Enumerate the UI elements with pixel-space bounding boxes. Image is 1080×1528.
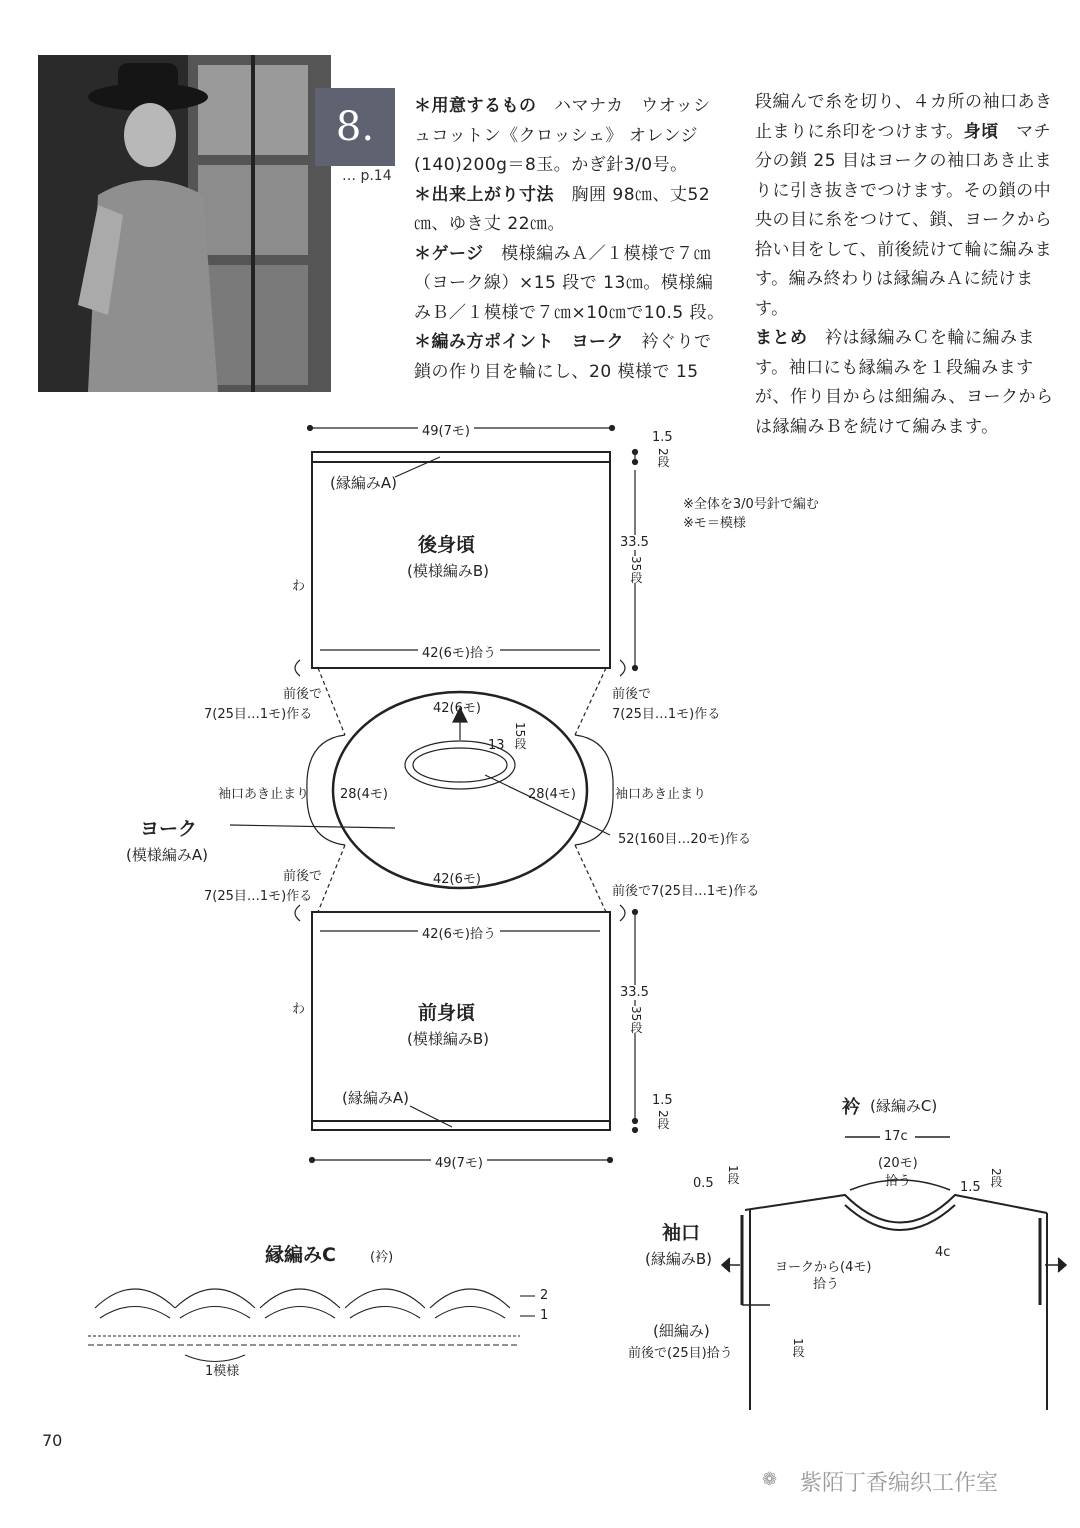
- collar-width: 17c: [884, 1129, 908, 1144]
- collar-width-motifs: (20モ): [878, 1156, 918, 1171]
- note-needle: ※全体を3/0号針で編む: [683, 497, 819, 512]
- armhole-left-label: 袖口あき止まり: [218, 787, 310, 802]
- back-fold-mark: わ: [292, 579, 306, 594]
- collar-pickup: 拾う: [885, 1174, 912, 1189]
- back-edge-rows-count: 2段: [656, 448, 670, 468]
- gusset-right-top-2: 7(25目…1モ)作る: [612, 707, 721, 722]
- wechat-icon: ❁: [762, 1469, 778, 1490]
- collar-title: 衿: [842, 1097, 860, 1118]
- collar-edge-left: 0.5: [693, 1176, 714, 1191]
- stitch-row-2-label: 2: [540, 1288, 549, 1303]
- stitch-row-1-label: 1: [540, 1308, 549, 1323]
- front-edge-rows-label: 1.5: [652, 1093, 673, 1108]
- back-pickup-label: 42(6モ)拾う: [418, 642, 500, 661]
- yoke-bottom-label: 42(6モ): [433, 872, 481, 887]
- watermark: 紫陌丁香编织工作室: [800, 1471, 999, 1496]
- back-width-label: 49(7モ): [418, 420, 474, 439]
- gusset-left-bottom-2: 7(25目…1モ)作る: [204, 889, 313, 904]
- col2-text-1: 段編んで糸を切り、４カ所の袖口あき止まりに糸印をつけます。: [755, 92, 1053, 142]
- stitch-chart-subtitle: (衿): [370, 1250, 394, 1265]
- gauge-text: 模様編みＡ／１模様で７㎝（ヨーク線）×15 段で 13㎝。模様編みＢ／１模様で７㎝×10㎝で10.5 段。: [414, 243, 725, 323]
- points-text: 衿ぐりで鎖の作り目を輪にし、20 模様で 15: [414, 332, 712, 382]
- sleeve-sc-rows: 1段: [791, 1338, 805, 1358]
- collar-edge-right: 1.5: [960, 1180, 981, 1195]
- gusset-right-top-1: 前後で: [612, 687, 652, 702]
- collar-edge-right-rows: 2段: [989, 1168, 1003, 1188]
- page-reference: … p.14: [342, 168, 392, 184]
- armhole-right-label: 袖口あき止まり: [615, 787, 707, 802]
- neck-chain-label: 52(160目…20モ)作る: [618, 832, 752, 847]
- front-edge-label: (縁編みA): [342, 1089, 409, 1107]
- gusset-left-top-2: 7(25目…1モ)作る: [204, 707, 313, 722]
- sleeve-pattern: (縁編みB): [645, 1250, 712, 1268]
- front-height-rows: 35段: [629, 1006, 643, 1034]
- back-height-label: 33.5: [620, 535, 649, 550]
- yoke-side-right: 28(4モ): [528, 787, 576, 802]
- back-edge-rows-label: 1.5: [652, 430, 673, 445]
- page-number: 70: [42, 1431, 63, 1450]
- stitch-repeat-label: 1模様: [205, 1364, 240, 1379]
- back-height-rows: 35段: [629, 556, 643, 584]
- yoke-pickup-1: ヨークから(4モ): [775, 1260, 872, 1275]
- yoke-depth-rows: 15段: [513, 722, 527, 750]
- back-title: 後身頃: [418, 534, 476, 556]
- finish-label: まとめ: [755, 328, 808, 348]
- yoke-pattern: (模様編みA): [126, 846, 208, 864]
- collar-pattern: (縁編みC): [870, 1097, 938, 1115]
- front-edge-rows-count: 2段: [656, 1110, 670, 1130]
- front-fold-mark: わ: [292, 1002, 306, 1017]
- front-pattern: (模様編みB): [407, 1030, 489, 1048]
- back-edge-label: (縁編みA): [330, 474, 397, 492]
- pattern-number-badge: 8.: [315, 88, 395, 166]
- gusset-left-top-1: 前後で: [283, 687, 323, 702]
- gusset-right-bottom: 前後で7(25目…1モ)作る: [612, 884, 760, 899]
- col2-text-3: 衿は縁編みＣを輪に編みます。袖口にも縁編みを１段編みますが、作り目からは細編み、ヨークからは縁編みＢを続けて編みます。: [755, 328, 1054, 437]
- size-label: ＊出来上がり寸法: [414, 184, 554, 205]
- front-height-label: 33.5: [620, 985, 649, 1000]
- front-title: 前身頃: [418, 1002, 476, 1024]
- back-pattern: (模様編みB): [407, 562, 489, 580]
- materials-label: ＊用意するもの: [414, 96, 537, 116]
- yoke-pickup-2: 拾う: [813, 1277, 840, 1292]
- sleeve-sc-label: (細編み): [653, 1322, 710, 1340]
- yoke-side-left: 28(4モ): [340, 787, 388, 802]
- yoke-top-label: 42(6モ): [433, 701, 481, 716]
- col2-text-2: マチ分の鎖 25 目はヨークの袖口あき止まりに引き抜きでつけます。その鎖の中央の目に糸をつけて、鎖、ヨークから拾い目をして、前後続けて輪に編みます。編み終わりは縁編みＡに続けます。: [755, 121, 1053, 319]
- size-text: 胸囲 98㎝、丈52㎝、ゆき丈 22㎝。: [414, 184, 711, 234]
- note-motif: ※モ＝模様: [683, 516, 746, 531]
- sleeve-sc-pickup: 前後で(25目)拾う: [628, 1346, 733, 1361]
- collar-edge-left-rows: 1段: [726, 1165, 740, 1185]
- collar-four-c: 4c: [935, 1245, 951, 1260]
- front-pickup-label: 42(6モ)拾う: [418, 923, 500, 942]
- materials-text: ハマナカ ウオッシュコットン《クロッシェ》 オレンジ(140)200g＝8玉。かぎ針3/0号。: [414, 96, 711, 175]
- points-label: ＊編み方ポイント ヨーク: [414, 332, 624, 352]
- gusset-left-bottom-1: 前後で: [283, 869, 323, 884]
- yoke-title: ヨーク: [140, 818, 198, 840]
- gauge-label: ＊ゲージ: [414, 243, 484, 264]
- stitch-chart-title: 縁編みC: [265, 1244, 336, 1266]
- front-width-label: 49(7モ): [431, 1152, 487, 1171]
- sleeve-title: 袖口: [662, 1222, 701, 1244]
- yoke-depth-label: 13: [488, 738, 505, 753]
- body-label: 身頃: [963, 121, 999, 142]
